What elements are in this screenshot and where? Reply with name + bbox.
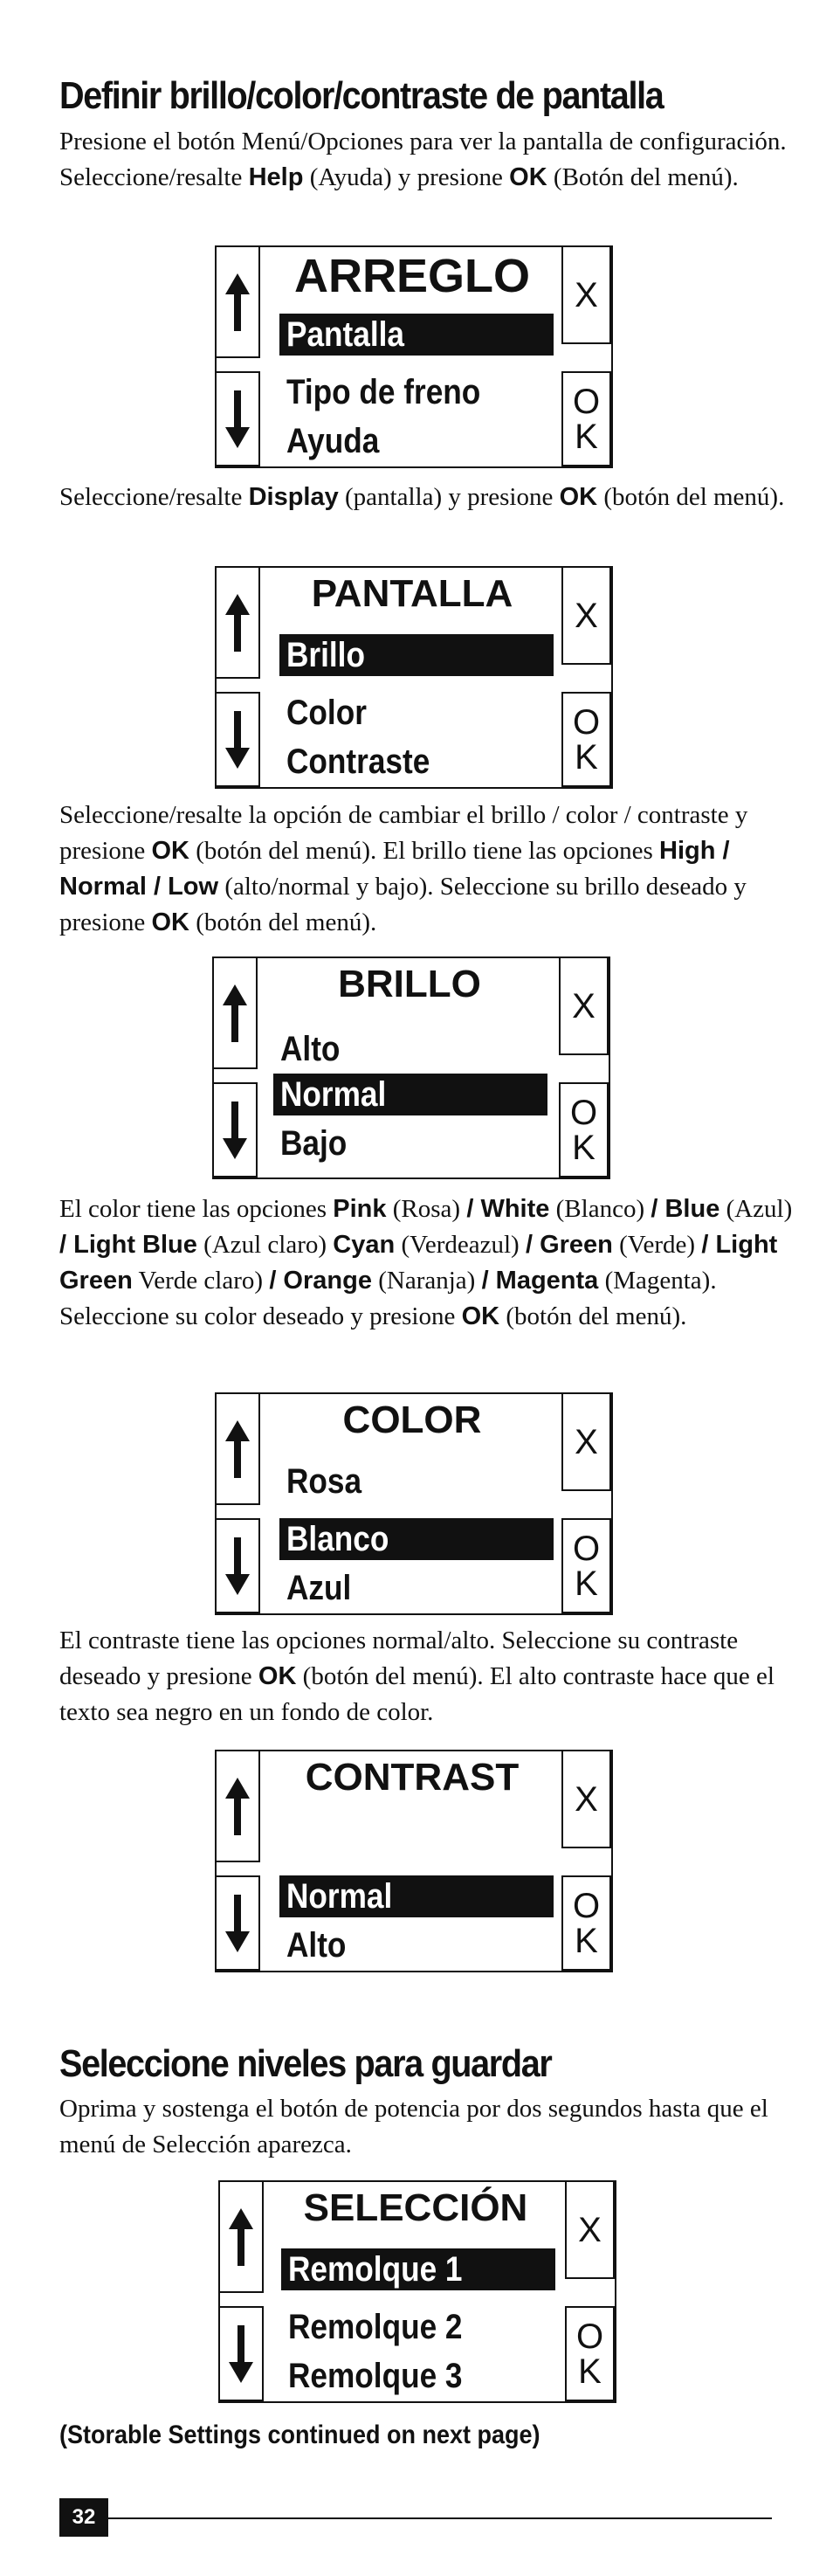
- lcd-item-label: Color: [286, 694, 367, 732]
- arrow-down-icon: [225, 390, 250, 448]
- lcd-item-label: Tipo de freno: [286, 373, 481, 411]
- ok-button: [561, 371, 611, 466]
- arrow-down-icon: [223, 1102, 247, 1159]
- cancel-button: [565, 2180, 615, 2279]
- arrow-down-icon: [225, 1895, 250, 1952]
- lcd-item: [281, 2355, 555, 2397]
- color-step-paragraph: [59, 1191, 802, 1335]
- down-button: [215, 371, 260, 466]
- bold-term: / Light Green: [59, 1231, 778, 1295]
- ok-label: O K: [575, 2317, 604, 2391]
- lcd-item-label: Ayuda: [286, 422, 380, 460]
- lcd-item: [279, 1567, 554, 1609]
- bold-term: Pink: [333, 1195, 387, 1223]
- bold-term: / Magenta: [481, 1267, 599, 1295]
- bold-term: OK: [509, 163, 547, 191]
- text-run: (Botón del menú).: [547, 163, 739, 191]
- cancel-button: [559, 957, 609, 1055]
- text-run: (pantalla) y presione: [338, 483, 560, 511]
- text-run: (Azul claro): [196, 1231, 334, 1259]
- ok-label: O K: [572, 382, 601, 456]
- intro-paragraph: [59, 124, 802, 196]
- bold-term: / Blue: [651, 1195, 720, 1223]
- lcd-item-selected: [279, 1875, 554, 1917]
- down-button: [212, 1082, 258, 1178]
- text-run: El color tiene las opciones: [59, 1195, 334, 1223]
- lcd-screen-arreglo: [215, 245, 611, 466]
- arrow-down-icon: [225, 1537, 250, 1595]
- up-button: [215, 245, 260, 358]
- text-run: (Rosa): [386, 1195, 467, 1223]
- bold-term: / White: [466, 1195, 550, 1223]
- cancel-button: [561, 1392, 611, 1491]
- ok-button: [565, 2306, 615, 2401]
- arrow-up-icon: [229, 2208, 253, 2266]
- lcd-item: [279, 692, 554, 734]
- text-run: (botón del menú).: [189, 908, 377, 936]
- text-run: (Azul): [719, 1195, 793, 1223]
- lcd-item-label: Alto: [280, 1030, 341, 1068]
- lcd-item-selected: [279, 634, 554, 676]
- bold-term: High / Normal / Low: [59, 837, 730, 901]
- text-run: (botón del menú).: [499, 1302, 687, 1330]
- close-icon: X: [575, 596, 598, 635]
- section-heading-display-settings: Definir brillo/color/contraste de pantalla: [59, 74, 664, 117]
- lcd-title: BRILLO: [338, 963, 481, 1005]
- up-button: [212, 957, 258, 1069]
- lcd-screen-seleccion: [218, 2180, 615, 2401]
- lcd-item-label: Rosa: [286, 1462, 362, 1501]
- footer-rule: [108, 2517, 772, 2519]
- ok-label: O K: [572, 1529, 601, 1603]
- text-run: Seleccione/resalte la opción de cambiar el brillo / color / contraste y presione: [59, 801, 748, 865]
- bold-term: OK: [461, 1302, 500, 1330]
- continued-note: (Storable Settings continued on next page): [59, 2421, 540, 2449]
- bold-term: / Light Blue: [59, 1231, 197, 1259]
- lcd-item: [279, 371, 554, 413]
- lcd-item: [279, 741, 554, 783]
- lcd-item-label: Bajo: [280, 1124, 348, 1163]
- close-icon: X: [578, 2210, 602, 2249]
- close-icon: X: [575, 1779, 598, 1819]
- lcd-screen-pantalla: [215, 566, 611, 787]
- close-icon: X: [575, 1422, 598, 1461]
- lcd-title: PANTALLA: [311, 572, 513, 615]
- lcd-item-selected: [273, 1074, 547, 1115]
- text-run: (botón del menú). El alto contraste hace que el texto sea negro en un fondo de color.: [59, 1662, 774, 1726]
- lcd-item-label: Alto: [286, 1926, 347, 1965]
- up-button: [218, 2180, 264, 2293]
- lcd-item-label: Normal: [286, 1877, 393, 1916]
- page-number: 32: [59, 2498, 108, 2537]
- arrow-down-icon: [225, 711, 250, 769]
- lcd-title: SELECCIÓN: [303, 2186, 528, 2229]
- down-button: [215, 692, 260, 787]
- lcd-item-label: Contraste: [286, 742, 430, 781]
- lcd-item-selected: [281, 2248, 555, 2290]
- ok-button: [561, 692, 611, 787]
- cancel-button: [561, 566, 611, 665]
- lcd-item-label: Remolque 2: [288, 2308, 463, 2346]
- arrow-up-icon: [223, 984, 247, 1042]
- down-button: [218, 2306, 264, 2401]
- arrow-up-icon: [225, 1778, 250, 1835]
- lcd-screen-contrast: [215, 1750, 611, 1971]
- text-run: Presione el botón Menú/Opciones para ver la pantalla de configuración. Seleccione/resalte: [59, 128, 787, 191]
- close-icon: X: [575, 275, 598, 314]
- text-run: (Verde): [612, 1231, 702, 1259]
- up-button: [215, 1392, 260, 1505]
- lcd-item-label: Azul: [286, 1569, 352, 1607]
- text-run: Seleccione/resalte: [59, 483, 249, 511]
- text-run: (Verdeazul): [395, 1231, 526, 1259]
- lcd-item: [279, 1461, 554, 1502]
- ok-button: [561, 1875, 611, 1971]
- lcd-item-label: Normal: [280, 1075, 387, 1114]
- bold-term: OK: [559, 483, 598, 511]
- lcd-item-selected: [279, 1518, 554, 1560]
- lcd-title: COLOR: [342, 1398, 482, 1441]
- text-run: Oprima y sostenga el botón de potencia por dos segundos hasta que el menú de Selección aparezca.: [59, 2095, 768, 2158]
- text-run: Verde claro): [132, 1267, 270, 1295]
- bold-term: OK: [151, 908, 189, 936]
- bold-term: / Green: [525, 1231, 613, 1259]
- text-run: El contraste tiene las opciones normal/alto. Seleccione su contraste deseado y presione: [59, 1626, 739, 1690]
- lcd-item: [279, 1924, 554, 1966]
- bold-term: OK: [151, 837, 189, 865]
- lcd-title: CONTRAST: [305, 1756, 520, 1799]
- contrast-step-paragraph: [59, 1623, 802, 1730]
- lcd-screen-color: [215, 1392, 611, 1613]
- lcd-item-label: Brillo: [286, 636, 365, 674]
- lcd-item: [273, 1028, 547, 1070]
- up-button: [215, 566, 260, 679]
- cancel-button: [561, 245, 611, 344]
- bold-term: / Orange: [269, 1267, 372, 1295]
- ok-label: O K: [572, 1886, 601, 1960]
- arrow-up-icon: [225, 594, 250, 652]
- ok-label: O K: [569, 1093, 598, 1167]
- text-run: (botón del menú). El brillo tiene las opciones: [189, 837, 659, 865]
- lcd-item-label: Remolque 3: [288, 2357, 463, 2395]
- lcd-screen-brillo: [212, 957, 609, 1178]
- lcd-item-selected: [279, 314, 554, 356]
- lcd-item-label: Remolque 1: [288, 2250, 463, 2289]
- lcd-item: [279, 420, 554, 462]
- text-run: (Magenta). Seleccione su color deseado y presione: [59, 1267, 717, 1330]
- down-button: [215, 1875, 260, 1971]
- ok-button: [561, 1518, 611, 1613]
- lcd-item: [273, 1122, 547, 1164]
- section-heading-storable-levels: Seleccione niveles para guardar: [59, 2042, 552, 2085]
- arrow-down-icon: [229, 2325, 253, 2383]
- display-step-paragraph: [59, 480, 802, 515]
- close-icon: X: [572, 986, 595, 1026]
- lcd-item-label: Blanco: [286, 1520, 389, 1558]
- text-run: (Blanco): [549, 1195, 651, 1223]
- up-button: [215, 1750, 260, 1862]
- arrow-up-icon: [225, 273, 250, 331]
- text-run: (Naranja): [371, 1267, 482, 1295]
- arrow-up-icon: [225, 1420, 250, 1478]
- text-run: (alto/normal y bajo). Seleccione su brillo deseado y presione: [59, 873, 747, 936]
- brightness-step-paragraph: [59, 798, 802, 941]
- bold-term: Cyan: [333, 1231, 396, 1259]
- bold-term: OK: [258, 1662, 297, 1690]
- lcd-item: [281, 2306, 555, 2348]
- lcd-item-label: Pantalla: [286, 315, 404, 354]
- bold-term: Help: [248, 163, 304, 191]
- ok-label: O K: [572, 702, 601, 777]
- ok-button: [559, 1082, 609, 1178]
- lcd-title: ARREGLO: [294, 250, 530, 302]
- text-run: (botón del menú).: [597, 483, 785, 511]
- cancel-button: [561, 1750, 611, 1848]
- storable-intro-paragraph: [59, 2091, 802, 2163]
- text-run: (Ayuda) y presione: [303, 163, 510, 191]
- down-button: [215, 1518, 260, 1613]
- bold-term: Display: [248, 483, 339, 511]
